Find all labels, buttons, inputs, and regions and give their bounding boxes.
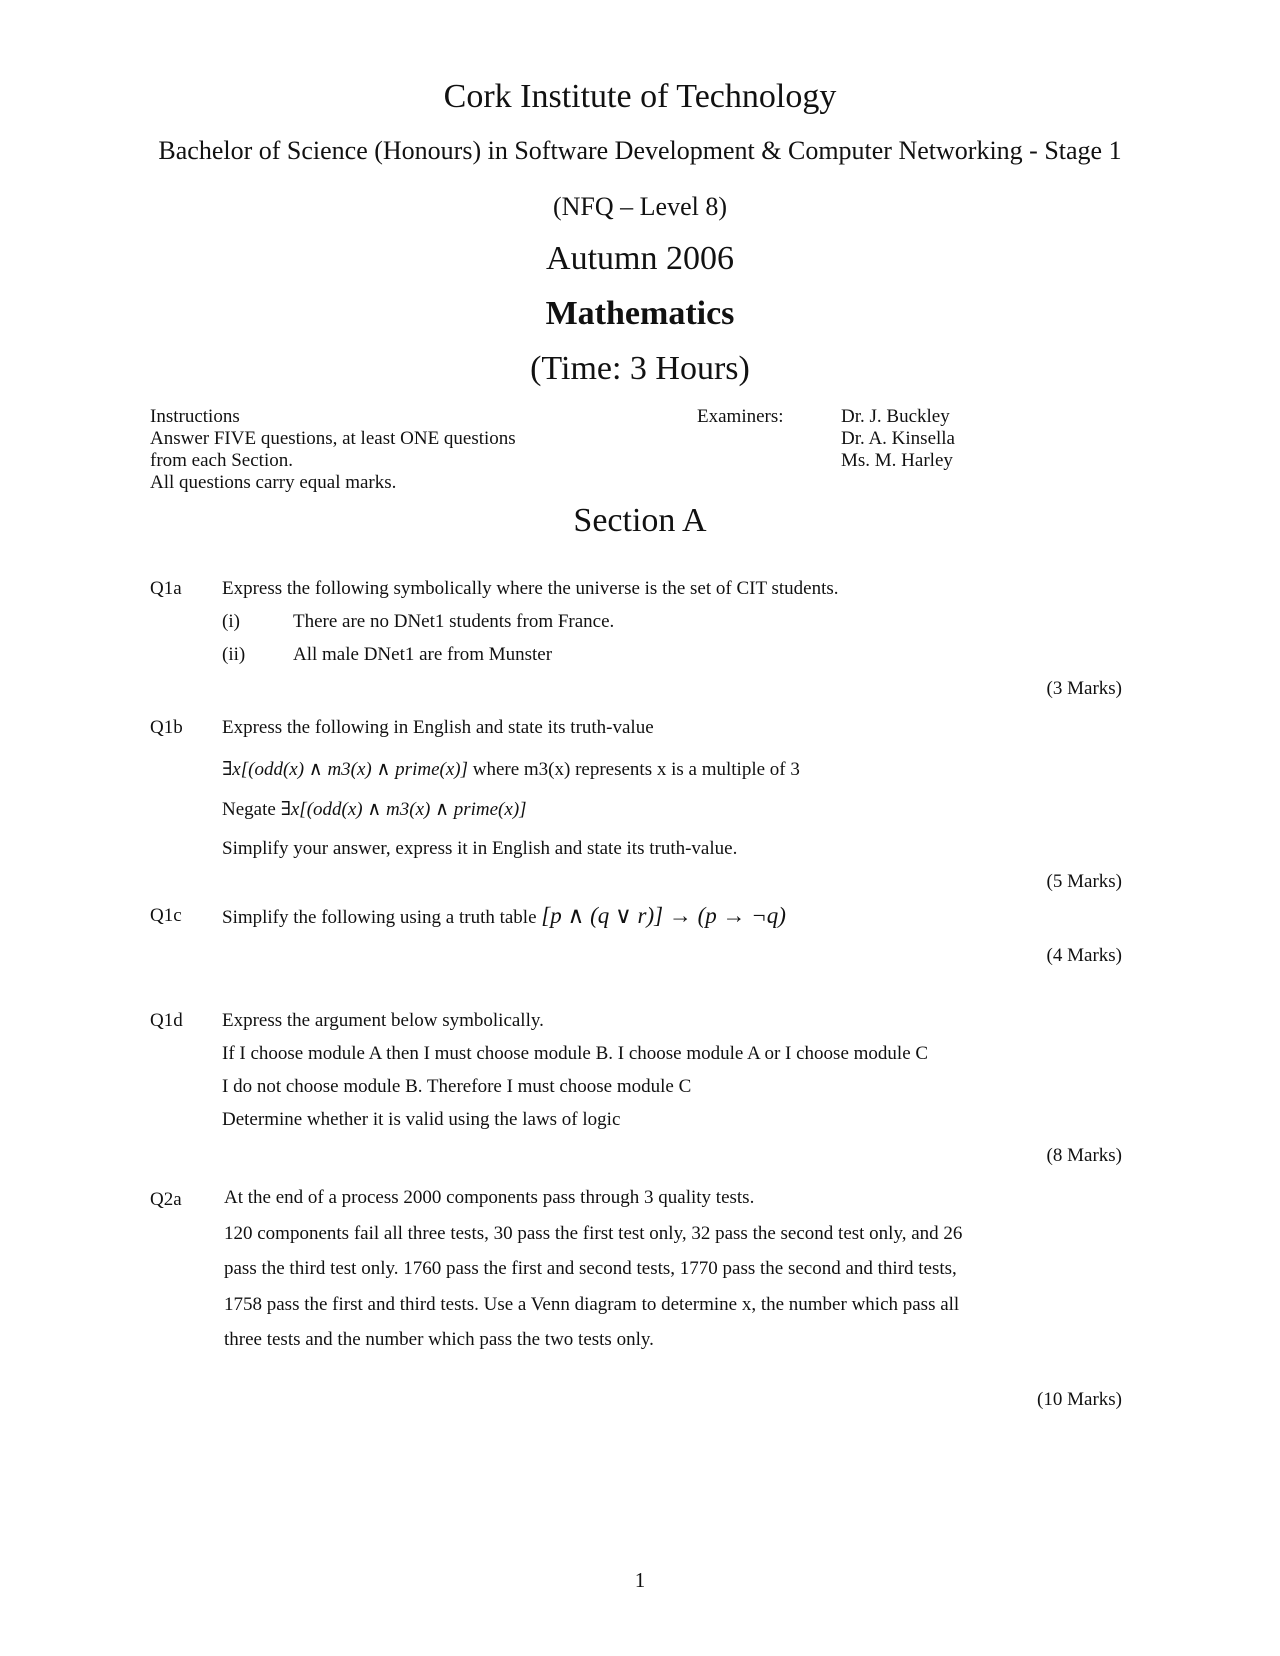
question-text: Simplify your answer, express it in English and state its truth-value. (222, 838, 738, 859)
question-text: pass the third test only. 1760 pass the first and second tests, 1770 pass the second and third tests, (224, 1258, 957, 1279)
marks-label: (5 Marks) (1046, 871, 1122, 892)
instruction-line: Answer FIVE questions, at least ONE questions (150, 428, 516, 449)
question-text: Determine whether it is valid using the laws of logic (222, 1109, 621, 1130)
question-line (222, 903, 786, 929)
question-number: Q1c (150, 905, 182, 926)
question-text: I do not choose module B. Therefore I must choose module C (222, 1076, 692, 1097)
question-number: Q1d (150, 1010, 183, 1031)
question-text: 120 components fail all three tests, 30 pass the first test only, 32 pass the second test only, and 26 (224, 1222, 963, 1244)
exam-session: Autumn 2006 (546, 240, 734, 277)
marks-label: (8 Marks) (1046, 1145, 1122, 1166)
subject-title: Mathematics (545, 295, 735, 332)
examiner-name: Dr. A. Kinsella (841, 428, 955, 449)
formula-note: where m3(x) represents x is a multiple of 3 (467, 759, 800, 780)
examiner-name: Ms. M. Harley (841, 450, 953, 471)
question-text: At the end of a process 2000 components pass through 3 quality tests. (224, 1187, 755, 1208)
question-number: Q2a (150, 1189, 182, 1210)
question-number: Q1b (150, 717, 183, 738)
formula: [p ∧ (q ∨ r)] → (p → ¬q) (541, 903, 786, 928)
part-text: There are no DNet1 students from France. (293, 611, 615, 632)
examiners-label: Examiners: (697, 406, 784, 427)
marks-label: (4 Marks) (1046, 945, 1122, 966)
negate-line (222, 798, 527, 821)
question-text: If I choose module A then I must choose module B. I choose module A or I choose module C (222, 1043, 929, 1064)
part-text: All male DNet1 are from Munster (293, 644, 553, 665)
marks-label: (3 Marks) (1046, 678, 1122, 699)
examiners-list (841, 406, 955, 472)
instructions-block (150, 406, 516, 494)
question-text: Express the following symbolically where the universe is the set of CIT students. (222, 578, 839, 599)
instruction-line: All questions carry equal marks. (150, 472, 397, 493)
question-text: 1758 pass the first and third tests. Use a Venn diagram to determine x, the number which pass all (224, 1293, 960, 1315)
part-label: (i) (222, 611, 240, 632)
programme-title: Bachelor of Science (Honours) in Software Development & Computer Networking - Stage 1 (158, 136, 1122, 165)
question-number: Q1a (150, 578, 182, 599)
question-text: three tests and the number which pass the two tests only. (224, 1329, 654, 1350)
negate-label: Negate (222, 799, 281, 820)
formula-line (222, 758, 800, 781)
question-text: Express the argument below symbolically. (222, 1010, 544, 1031)
nfq-level: (NFQ – Level 8) (552, 192, 727, 221)
exam-duration: (Time: 3 Hours) (530, 350, 750, 387)
instructions-title: Instructions (150, 406, 240, 427)
page-number: 1 (634, 1568, 646, 1592)
examiner-name: Dr. J. Buckley (841, 406, 950, 427)
marks-label: (10 Marks) (1037, 1389, 1122, 1410)
formula: ∃x[(odd(x) ∧ m3(x) ∧ prime(x)] (222, 759, 468, 780)
question-text: Express the following in English and state its truth-value (222, 717, 654, 738)
question-paragraph (224, 1180, 1014, 1358)
instruction-line: from each Section. (150, 450, 293, 471)
institution-title: Cork Institute of Technology (443, 78, 837, 115)
formula: ∃x[(odd(x) ∧ m3(x) ∧ prime(x)] (280, 799, 527, 820)
part-label: (ii) (222, 644, 246, 665)
question-text: Simplify the following using a truth table (222, 907, 542, 928)
section-title: Section A (573, 502, 707, 539)
